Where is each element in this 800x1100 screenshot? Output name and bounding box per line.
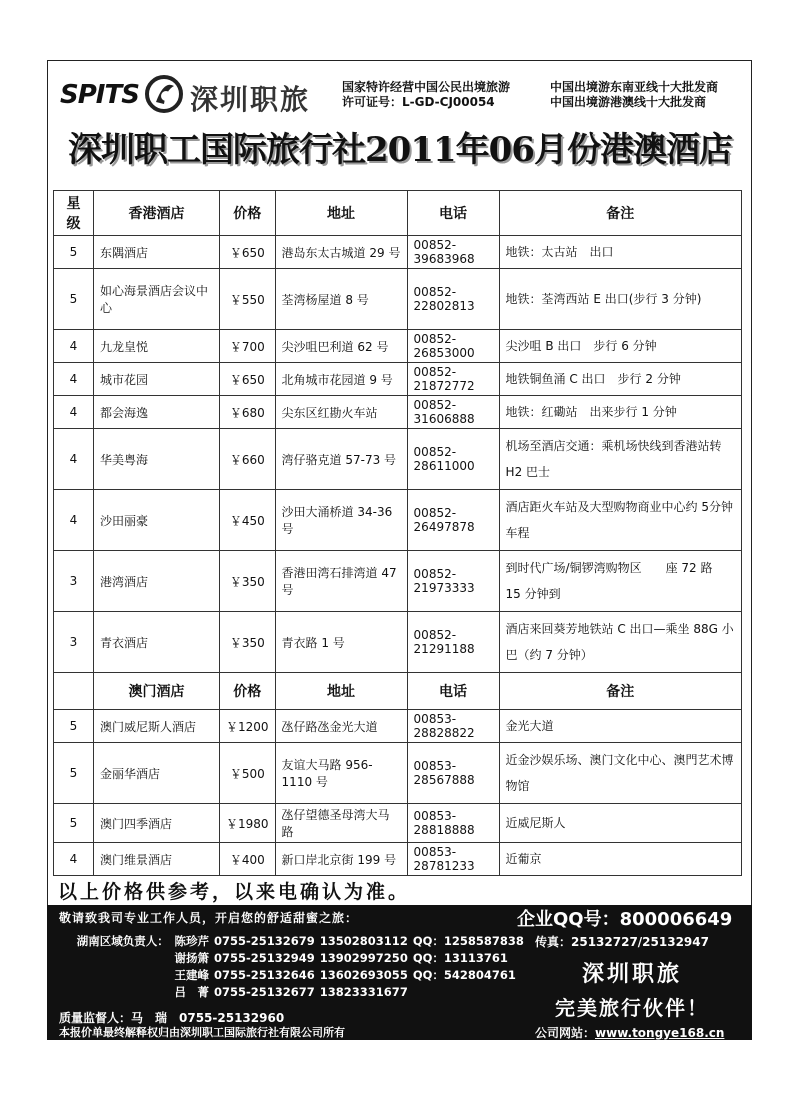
address-cell: 氹仔望德圣母湾大马路 [275,804,407,843]
table-row [54,236,742,269]
table-row [54,804,742,843]
note-cell: 近威尼斯人 [499,804,741,843]
price-cell: ￥650 [220,236,276,269]
dealer-line: 中国出境游港澳线十大批发商 [550,95,707,109]
table-row [54,330,742,363]
phone-cell: 00852-26497878 [407,490,499,551]
hotel-name-cell: 青衣酒店 [94,612,220,673]
header-phone: 电话 [407,191,499,236]
dealer-block [550,80,718,110]
hotel-price-table [53,190,742,876]
note-cell: 酒店距火车站及大型购物商业中心约 5分钟车程 [499,490,741,551]
phone-cell: 00852-21872772 [407,363,499,396]
note-cell: 近葡京 [499,843,741,876]
phone-cell: 00853-28818888 [407,804,499,843]
header-address: 地址 [275,191,407,236]
hotel-name-cell: 如心海景酒店会议中心 [94,269,220,330]
hotel-name-cell: 澳门威尼斯人酒店 [94,710,220,743]
table-row [54,612,742,673]
hotel-name-cell: 华美粤海 [94,429,220,490]
contact-row [59,933,529,950]
contact-row [59,950,529,967]
address-cell: 尖沙咀巴利道 62 号 [275,330,407,363]
address-cell: 荃湾杨屋道 8 号 [275,269,407,330]
contact-qq: QQ：1258587838 [412,934,524,948]
brand-name: 深圳职旅 [190,83,311,116]
table-row [54,743,742,804]
hotel-name-cell: 澳门维景酒店 [94,843,220,876]
header-price: 价格 [220,673,276,710]
contact-phone: 0755-25132677 [214,985,315,999]
mo-header-row [54,673,742,710]
header [60,70,750,120]
copyright-notice: 本报价单最终解释权归由深圳职工国际旅行社有限公司所有 [59,1026,345,1039]
contact-qq: QQ：13113761 [412,951,508,965]
header-note: 备注 [499,673,741,710]
hotel-name-cell: 东隅酒店 [94,236,220,269]
contact-row [59,967,529,984]
table-row [54,363,742,396]
star-cell: 4 [54,330,94,363]
table-row [54,429,742,490]
logo-text: SPITS [60,80,139,110]
hk-header-row [54,191,742,236]
hotel-name-cell: 澳门四季酒店 [94,804,220,843]
address-cell: 香港田湾石排湾道 47 号 [275,551,407,612]
contact-name: 湖南区域负责人： 陈珍芹 [76,934,209,948]
license-line: 国家特许经营中国公民出境旅游 [342,80,511,94]
star-cell: 5 [54,710,94,743]
contact-mobile: 13502803112 [319,934,408,948]
phone-cell: 00853-28567888 [407,743,499,804]
header-star [54,673,94,710]
contact-qq: QQ：542804761 [412,968,516,982]
contact-phone: 0755-25132646 [214,968,315,982]
note-cell: 近金沙娱乐场、澳门文化中心、澳門艺术博物馆 [499,743,741,804]
address-cell: 氹仔路氹金光大道 [275,710,407,743]
contact-name: 谢扬箫 [174,951,209,965]
header-star: 星级 [54,191,94,236]
note-cell: 地铁：荃湾西站 E 出口(步行 3 分钟) [499,269,741,330]
star-cell: 4 [54,843,94,876]
price-cell: ￥660 [220,429,276,490]
star-cell: 4 [54,490,94,551]
note-cell: 金光大道 [499,710,741,743]
table-row [54,490,742,551]
price-cell: ￥500 [220,743,276,804]
address-cell: 湾仔骆克道 57-73 号 [275,429,407,490]
note-cell: 机场至酒店交通：乘机场快线到香港站转 H2 巴士 [499,429,741,490]
note-cell: 酒店来回葵芳地铁站 C 出口—乘坐 88G 小巴（约 7 分钟） [499,612,741,673]
phone-cell: 00852-21973333 [407,551,499,612]
phone-cell: 00852-26853000 [407,330,499,363]
contact-phone: 0755-25132949 [214,951,315,965]
phone-cell: 00853-28781233 [407,843,499,876]
logo-swirl-icon [144,74,184,114]
hotel-name-cell: 沙田丽豪 [94,490,220,551]
header-hotel: 香港酒店 [94,191,220,236]
price-cell: ￥700 [220,330,276,363]
contact-name: 吕 菁 [174,985,209,999]
note-cell: 地铁：红磡站 出来步行 1 分钟 [499,396,741,429]
star-cell: 5 [54,743,94,804]
website [535,1024,724,1041]
fax-number: 传真：25132727/25132947 [535,935,709,949]
phone-cell: 00852-31606888 [407,396,499,429]
slogan-brand: 深圳职旅 [581,961,682,987]
star-cell: 5 [54,269,94,330]
price-cell: ￥1200 [220,710,276,743]
phone-cell: 00852-21291188 [407,612,499,673]
address-cell: 沙田大涌桥道 34-36 号 [275,490,407,551]
table-row [54,269,742,330]
table-row [54,551,742,612]
note-cell: 尖沙咀 B 出口 步行 6 分钟 [499,330,741,363]
address-cell: 新口岸北京街 199 号 [275,843,407,876]
address-cell: 尖东区红勘火车站 [275,396,407,429]
price-cell: ￥350 [220,551,276,612]
website-label: 公司网站： [535,1026,596,1040]
price-cell: ￥680 [220,396,276,429]
note-cell: 地铁：太古站 出口 [499,236,741,269]
page-title: 深圳职工国际旅行社2011年06月份港澳酒店 [68,130,732,170]
enterprise-qq: 企业QQ号：800006649 [517,909,733,930]
phone-cell: 00852-39683968 [407,236,499,269]
price-cell: ￥650 [220,363,276,396]
header-note: 备注 [499,191,741,236]
price-cell: ￥550 [220,269,276,330]
price-cell: ￥350 [220,612,276,673]
table-row [54,396,742,429]
contact-mobile: 13602693055 [319,968,408,982]
license-block [342,80,510,110]
phone-cell: 00852-22802813 [407,269,499,330]
price-cell: ￥1980 [220,804,276,843]
contact-name: 王建峰 [174,968,209,982]
address-cell: 青衣路 1 号 [275,612,407,673]
star-cell: 4 [54,396,94,429]
slogan-tagline: 完美旅行伙伴！ [555,996,709,1020]
invite-text: 敬请致我司专业工作人员，开启您的舒适甜蜜之旅： [59,911,359,925]
contact-footer [47,905,752,1040]
star-cell: 3 [54,612,94,673]
website-link[interactable]: www.tongye168.cn [595,1026,725,1040]
dealer-line: 中国出境游东南亚线十大批发商 [550,80,719,94]
address-cell: 友谊大马路 956-1110 号 [275,743,407,804]
star-cell: 4 [54,429,94,490]
contact-list [59,933,529,1001]
license-number: 许可证号：L-GD-CJ00054 [342,95,495,109]
star-cell: 5 [54,804,94,843]
header-phone: 电话 [407,673,499,710]
hotel-name-cell: 九龙皇悦 [94,330,220,363]
hotel-name-cell: 港湾酒店 [94,551,220,612]
hotel-name-cell: 都会海逸 [94,396,220,429]
address-cell: 北角城市花园道 9 号 [275,363,407,396]
note-cell: 到时代广场/铜锣湾购物区 座 72 路 15 分钟到 [499,551,741,612]
header-hotel: 澳门酒店 [94,673,220,710]
star-cell: 3 [54,551,94,612]
phone-cell: 00853-28828822 [407,710,499,743]
contact-mobile: 13902997250 [319,951,408,965]
slogan-box [527,957,737,1021]
price-disclaimer: 以上价格供参考，以来电确认为准。 [58,881,411,903]
table-row [54,843,742,876]
star-cell: 4 [54,363,94,396]
quality-supervisor: 质量监督人：马 瑞 0755-25132960 [59,1011,285,1025]
address-cell: 港岛东太古城道 29 号 [275,236,407,269]
hotel-name-cell: 城市花园 [94,363,220,396]
hotel-name-cell: 金丽华酒店 [94,743,220,804]
contact-mobile: 13823331677 [319,985,408,999]
contact-phone: 0755-25132679 [214,934,315,948]
phone-cell: 00852-28611000 [407,429,499,490]
star-cell: 5 [54,236,94,269]
contact-row [59,984,529,1001]
header-address: 地址 [275,673,407,710]
table-row [54,710,742,743]
price-cell: ￥450 [220,490,276,551]
header-price: 价格 [220,191,276,236]
price-cell: ￥400 [220,843,276,876]
note-cell: 地铁铜鱼涌 C 出口 步行 2 分钟 [499,363,741,396]
